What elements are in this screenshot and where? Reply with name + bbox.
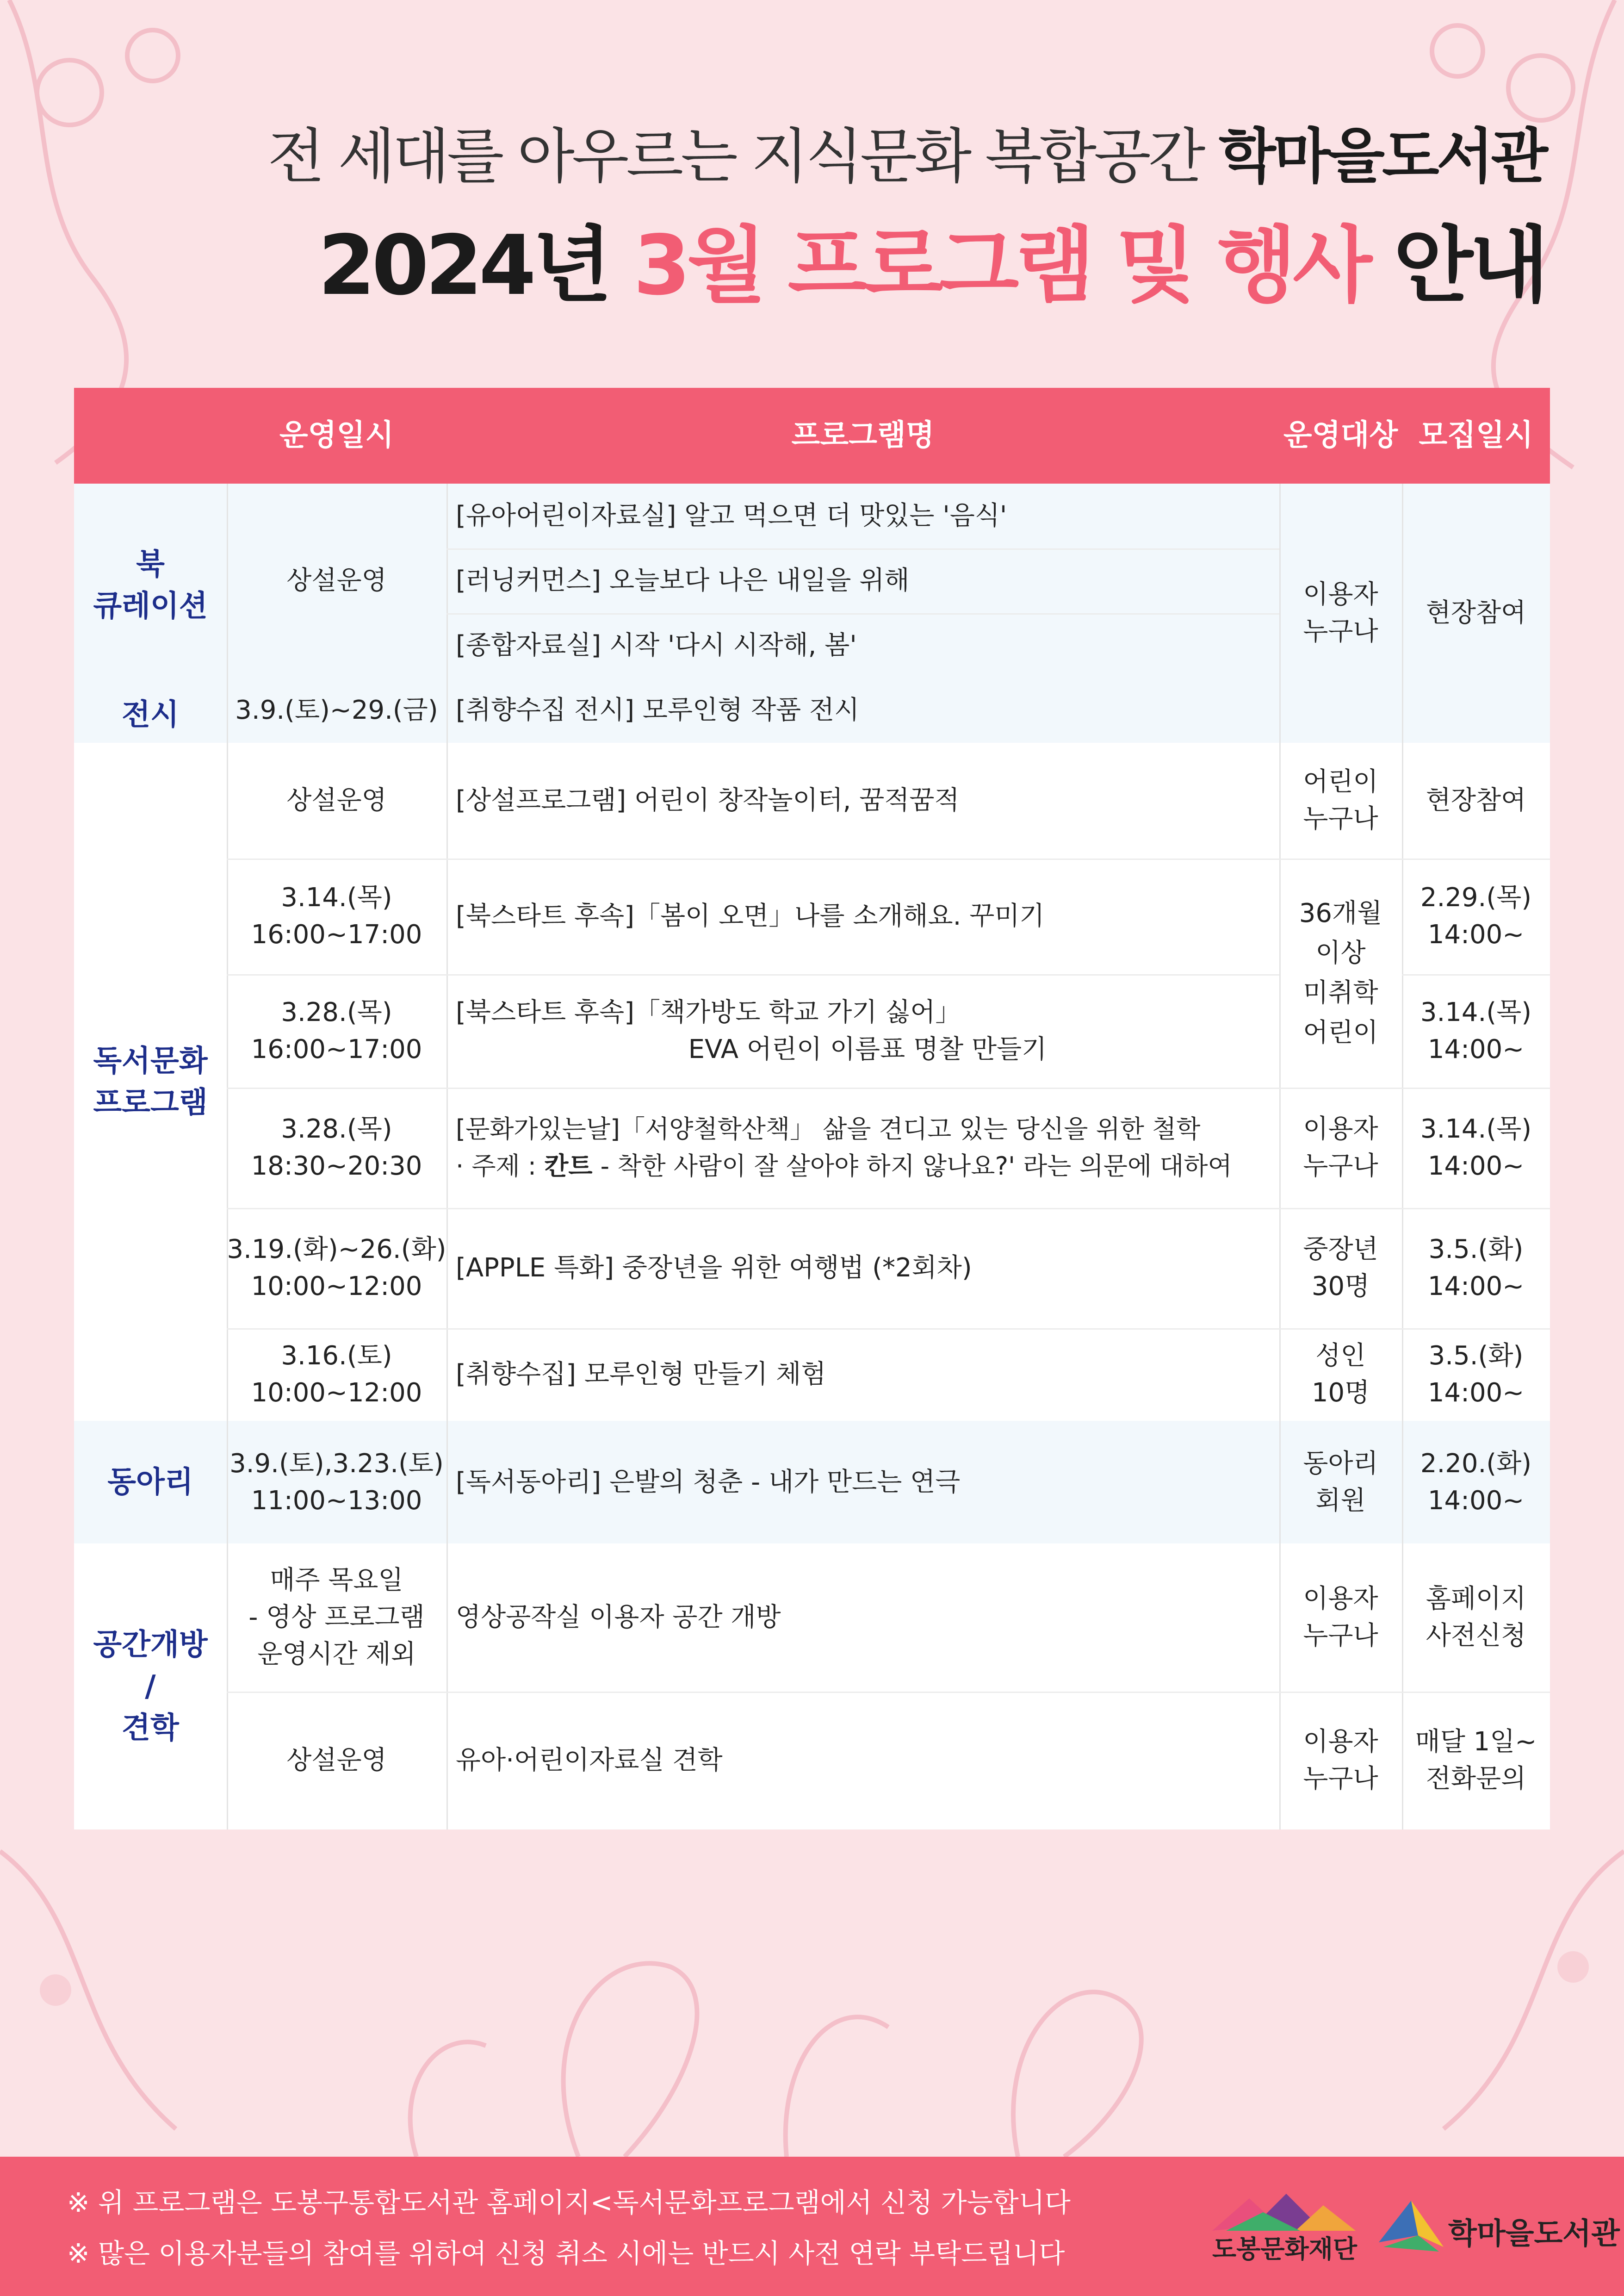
row-bookstart2-program [446, 974, 1279, 1088]
category-book-curation: 북 큐레이션 [93, 548, 208, 623]
footer-note-2: ※ 많은 이용자분들의 참여를 위하여 신청 취소 시에는 반드시 사전 연락 부탁드립니다 [67, 2238, 1065, 2269]
row-tour-target: 이용자 누구나 [1303, 1727, 1378, 1794]
row-philosophy-program-line1: [문화가있는날]「서양철학산책」 삶을 견디고 있는 당신을 위한 철학 [456, 1114, 1201, 1144]
row-club-program: [독서동아리] 은발의 청춘 - 내가 만드는 연극 [456, 1467, 961, 1497]
row-curation-target: 이용자 누구나 [1303, 579, 1378, 647]
footer-note-1: ※ 위 프로그램은 도봉구통합도서관 홈페이지<독서문화프로그램에서 신청 가능합니다 [67, 2187, 1071, 2218]
row-philosophy-target: 이용자 누구나 [1303, 1114, 1378, 1181]
row-bookstart2-program-line1: [북스타트 후속]「책가방도 학교 가기 싫어」 [456, 997, 961, 1027]
foundation-logo-text: 도봉문화재단 [1212, 2234, 1357, 2264]
header-program: 프로그램명 [791, 418, 935, 453]
topic-keyword: 칸트 [544, 1151, 593, 1181]
row-creative-target: 어린이 누구나 [1303, 767, 1378, 834]
topic-label: · 주제 : [456, 1151, 545, 1181]
row-apple-date: 3.19.(화)~26.(화) 10:00~12:00 [227, 1234, 446, 1301]
program-table [74, 388, 1550, 1829]
row-doll-target: 성인 10명 [1311, 1341, 1370, 1408]
row-bookstart2-recruit: 3.14.(목) 14:00~ [1420, 997, 1532, 1064]
row-tour-program: 유아·어린이자료실 견학 [456, 1745, 723, 1775]
category-club: 동아리 [107, 1465, 193, 1500]
category-reading-program: 독서문화 프로그램 [93, 1044, 208, 1120]
row-studio-recruit: 홈페이지 사전신청 [1426, 1584, 1526, 1651]
row-club-target: 동아리 회원 [1303, 1448, 1378, 1516]
row-bookstart1-recruit: 2.29.(목) 14:00~ [1420, 883, 1532, 950]
row-exhibition-program: [취향수집 전시] 모루인형 작품 전시 [456, 695, 860, 725]
row-doll-recruit: 3.5.(화) 14:00~ [1427, 1341, 1525, 1408]
foundation-mountain-icon [1208, 2187, 1360, 2233]
library-logo-text: 학마을도서관 [1448, 2216, 1620, 2251]
row-philosophy-program [446, 1088, 1279, 1208]
row-philosophy-program-line2 [456, 1148, 1232, 1185]
row-bookstart2-program-line2: EVA 어린이 이름표 명찰 만들기 [688, 1034, 1047, 1064]
row-doll-date: 3.16.(토) 10:00~12:00 [251, 1341, 422, 1408]
row-bookstart1-date: 3.14.(목) 16:00~17:00 [251, 883, 422, 950]
header-target: 운영대상 [1283, 418, 1398, 453]
row-bookstart2-date: 3.28.(목) 16:00~17:00 [251, 997, 422, 1064]
row-doll-program: [취향수집] 모루인형 만들기 체험 [456, 1359, 826, 1389]
paper-crane-icon [1374, 2191, 1448, 2261]
row-curation-program-1: [유아어린이자료실] 알고 먹으면 더 맛있는 '음식' [456, 501, 1007, 531]
row-tour-recruit: 매달 1일~ 전화문의 [1415, 1727, 1537, 1794]
row-curation-program-2: [러닝커먼스] 오늘보다 나은 내일을 위해 [456, 566, 910, 596]
row-exhibition-date: 3.9.(토)~29.(금) [235, 695, 438, 725]
row-curation-recruit: 현장참여 [1426, 598, 1526, 628]
hakmaeul-library-logo [1374, 2191, 1620, 2261]
table-header [74, 388, 1550, 484]
row-apple-target: 중장년 30명 [1303, 1234, 1378, 1301]
row-curation-date: 상설운영 [286, 566, 387, 596]
row-curation-program-3: [종합자료실] 시작 '다시 시작해, 봄' [456, 630, 857, 660]
row-philosophy-date: 3.28.(목) 18:30~20:30 [251, 1114, 422, 1181]
row-apple-recruit: 3.5.(화) 14:00~ [1427, 1234, 1525, 1301]
header-recruit: 모집일시 [1419, 418, 1533, 453]
row-club-recruit: 2.20.(화) 14:00~ [1420, 1448, 1532, 1516]
row-creative-recruit: 현장참여 [1426, 785, 1526, 815]
category-space-open: 공간개방 / 견학 [93, 1628, 208, 1745]
row-apple-program: [APPLE 특화] 중장년을 위한 여행법 (*2회차) [456, 1253, 972, 1283]
page-title: 2024년 3월 프로그램 및 행사 안내 [318, 218, 1545, 313]
row-bookstart1-program: [북스타트 후속]「봄이 오면」나를 소개해요. 꾸미기 [456, 901, 1045, 931]
row-studio-program: 영상공작실 이용자 공간 개방 [456, 1602, 781, 1632]
row-creative-program: [상설프로그램] 어린이 창작놀이터, 꿈적꿈적 [456, 785, 960, 815]
topic-description: - 착한 사람이 잘 살아야 하지 않나요?' 라는 의문에 대하여 [592, 1151, 1232, 1181]
row-creative-date: 상설운영 [286, 785, 387, 815]
header-subtitle: 전 세대를 아우르는 지식문화 복합공간 학마을도서관 [267, 122, 1545, 191]
category-exhibition: 전시 [122, 698, 179, 732]
row-club-date: 3.9.(토),3.23.(토) 11:00~13:00 [229, 1448, 444, 1516]
header-date: 운영일시 [279, 418, 394, 453]
row-philosophy-recruit: 3.14.(목) 14:00~ [1420, 1114, 1532, 1181]
row-tour-date: 상설운영 [286, 1745, 387, 1775]
row-bookstart-target: 36개월 이상 미취학 어린이 [1299, 898, 1382, 1048]
dobong-foundation-logo [1208, 2187, 1360, 2264]
row-studio-date: 매주 목요일 - 영상 프로그램 운영시간 제외 [248, 1565, 425, 1669]
row-studio-target: 이용자 누구나 [1303, 1584, 1378, 1651]
